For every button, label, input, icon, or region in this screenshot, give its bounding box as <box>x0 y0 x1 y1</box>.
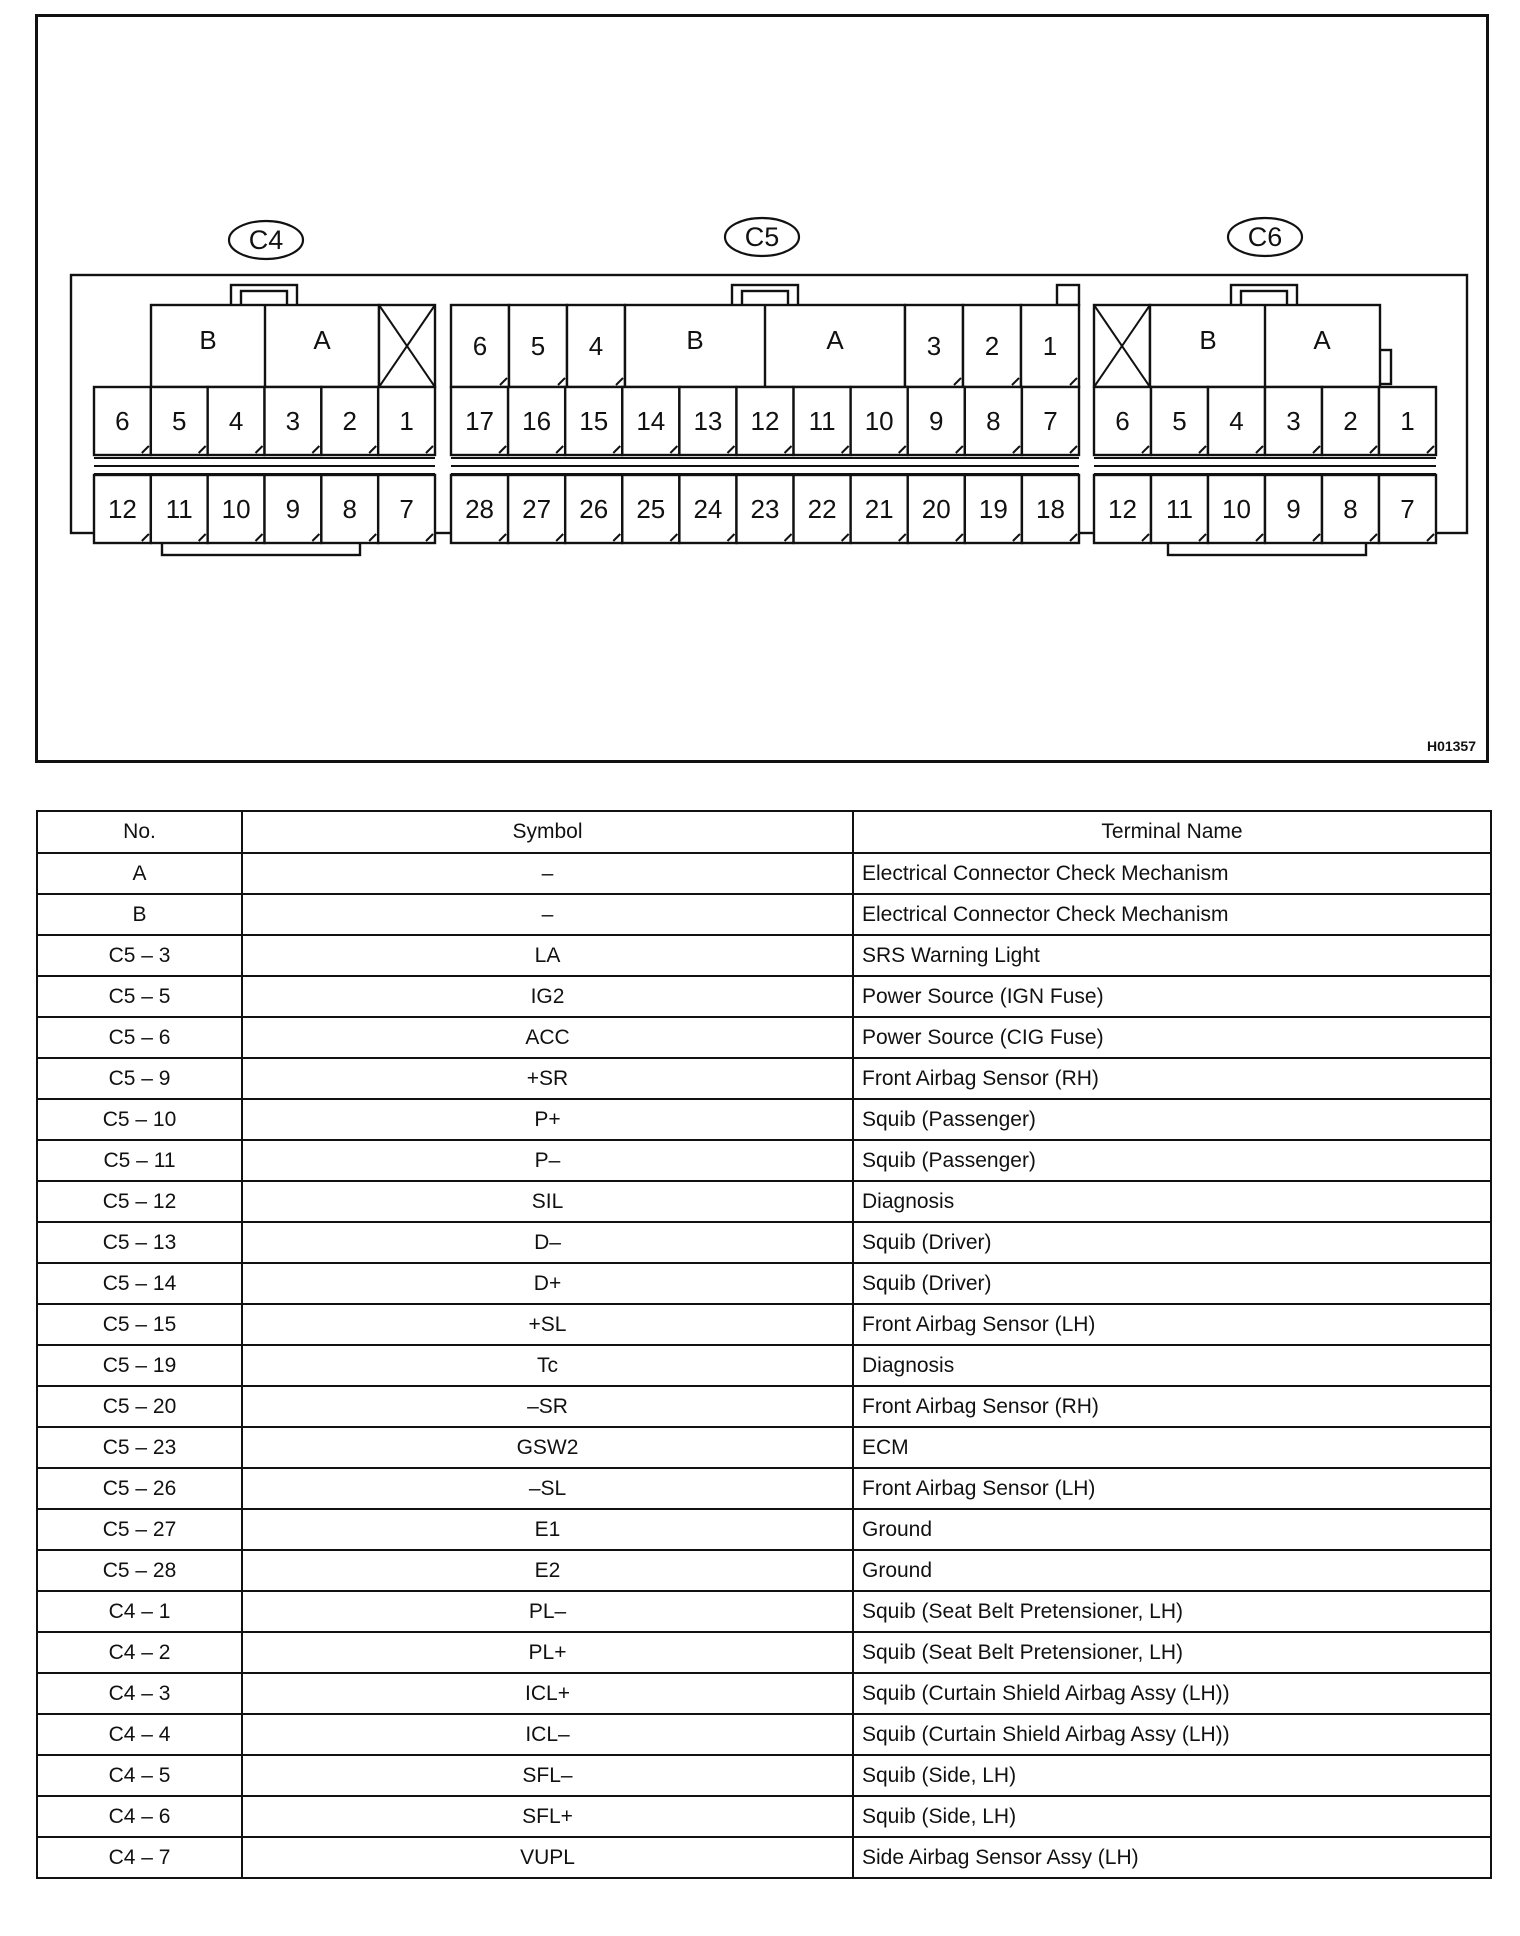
pin-label: 4 <box>1229 406 1244 436</box>
cell-terminal-name: Side Airbag Sensor Assy (LH) <box>853 1837 1491 1878</box>
cell-symbol: PL+ <box>242 1632 853 1673</box>
cell-no: C5 – 3 <box>37 935 242 976</box>
pin-label: 3 <box>285 406 301 436</box>
table-row <box>37 1755 1491 1796</box>
pin-label: 4 <box>588 331 604 361</box>
cell-terminal-name: Squib (Driver) <box>853 1263 1491 1304</box>
pin-label: 9 <box>285 494 301 524</box>
pin-label: 19 <box>978 494 1008 524</box>
pin-label: 5 <box>530 331 546 361</box>
cell-terminal-name: Ground <box>853 1550 1491 1591</box>
table-row <box>37 1837 1491 1878</box>
check-label-b: B <box>686 325 704 355</box>
cell-symbol: Tc <box>242 1345 853 1386</box>
cell-symbol: LA <box>242 935 853 976</box>
table-row <box>37 1632 1491 1673</box>
pin-label: 10 <box>1222 494 1251 524</box>
pin-label: 5 <box>172 406 187 436</box>
pin-label: 2 <box>1343 406 1358 436</box>
cell-terminal-name: Squib (Side, LH) <box>853 1796 1491 1837</box>
pin-label: 12 <box>107 494 137 524</box>
table-row <box>37 1058 1491 1099</box>
pin-label: 11 <box>165 494 193 524</box>
table-row <box>37 853 1491 894</box>
table-row <box>37 1796 1491 1837</box>
cell-terminal-name: Power Source (IGN Fuse) <box>853 976 1491 1017</box>
header-terminal-name: Terminal Name <box>853 811 1491 853</box>
pin-label: 16 <box>522 406 552 436</box>
cell-symbol: VUPL <box>242 1837 853 1878</box>
pin-label: 17 <box>465 406 495 436</box>
cell-no: C5 – 14 <box>37 1263 242 1304</box>
cell-symbol: D+ <box>242 1263 853 1304</box>
table-row <box>37 1345 1491 1386</box>
table-row <box>37 1714 1491 1755</box>
table-row <box>37 1017 1491 1058</box>
pin-label: 5 <box>1172 406 1187 436</box>
table-row <box>37 1509 1491 1550</box>
table-row <box>37 1386 1491 1427</box>
cell-terminal-name: Power Source (CIG Fuse) <box>853 1017 1491 1058</box>
cell-terminal-name: Electrical Connector Check Mechanism <box>853 853 1491 894</box>
cell-symbol: ICL+ <box>242 1673 853 1714</box>
table-row <box>37 935 1491 976</box>
cell-no: C5 – 12 <box>37 1181 242 1222</box>
cell-no: C5 – 28 <box>37 1550 242 1591</box>
cell-symbol: SIL <box>242 1181 853 1222</box>
pin-label: 23 <box>750 494 780 524</box>
cell-symbol: D– <box>242 1222 853 1263</box>
cell-terminal-name: Diagnosis <box>853 1345 1491 1386</box>
pin-label: 1 <box>1042 331 1058 361</box>
pin-label: 12 <box>1108 494 1137 524</box>
pin-label: 7 <box>1400 494 1415 524</box>
cell-no: C5 – 27 <box>37 1509 242 1550</box>
check-label-b: B <box>1199 325 1217 355</box>
cell-no: C5 – 15 <box>37 1304 242 1345</box>
pin-label: 11 <box>1166 494 1193 524</box>
header-symbol: Symbol <box>242 811 853 853</box>
cell-symbol: –SL <box>242 1468 853 1509</box>
pin-label: 15 <box>579 406 609 436</box>
pin-label: 8 <box>1343 494 1358 524</box>
connector-name: C6 <box>1247 222 1283 252</box>
pin-label: 28 <box>465 494 495 524</box>
cell-no: C4 – 6 <box>37 1796 242 1837</box>
cell-terminal-name: SRS Warning Light <box>853 935 1491 976</box>
cell-terminal-name: ECM <box>853 1427 1491 1468</box>
table-header-row <box>37 811 1491 853</box>
cell-symbol: E1 <box>242 1509 853 1550</box>
pin-label: 9 <box>929 406 944 436</box>
table-row <box>37 1099 1491 1140</box>
cell-symbol: –SR <box>242 1386 853 1427</box>
check-label-a: A <box>1313 325 1331 355</box>
cell-terminal-name: Squib (Side, LH) <box>853 1755 1491 1796</box>
cell-no: C4 – 7 <box>37 1837 242 1878</box>
connector-diagram-svg <box>38 17 1486 760</box>
header-no: No. <box>37 811 242 853</box>
pin-label: 3 <box>1286 406 1301 436</box>
pin-label: 8 <box>342 494 357 524</box>
table-row <box>37 1140 1491 1181</box>
check-label-a: A <box>313 325 331 355</box>
cell-terminal-name: Front Airbag Sensor (LH) <box>853 1468 1491 1509</box>
pin-label: 18 <box>1035 494 1065 524</box>
cell-terminal-name: Diagnosis <box>853 1181 1491 1222</box>
cell-no: C5 – 9 <box>37 1058 242 1099</box>
cell-no: C5 – 11 <box>37 1140 242 1181</box>
cell-terminal-name: Squib (Curtain Shield Airbag Assy (LH)) <box>853 1714 1491 1755</box>
cell-symbol: – <box>242 894 853 935</box>
table-row <box>37 976 1491 1017</box>
cell-symbol: ICL– <box>242 1714 853 1755</box>
pin-label: 6 <box>472 331 488 361</box>
pin-label: 2 <box>984 331 1000 361</box>
cell-symbol: ACC <box>242 1017 853 1058</box>
figure-id: H01357 <box>1426 738 1476 754</box>
terminal-table <box>36 810 1492 1879</box>
cell-no: C5 – 26 <box>37 1468 242 1509</box>
pin-label: 14 <box>636 406 666 436</box>
cell-symbol: P+ <box>242 1099 853 1140</box>
cell-no: C5 – 5 <box>37 976 242 1017</box>
pin-label: 3 <box>926 331 942 361</box>
pin-label: 20 <box>921 494 951 524</box>
pin-label: 4 <box>228 406 244 436</box>
cell-terminal-name: Ground <box>853 1509 1491 1550</box>
connector-name: C5 <box>744 222 780 252</box>
cell-no: C5 – 20 <box>37 1386 242 1427</box>
cell-symbol: E2 <box>242 1550 853 1591</box>
pin-label: 9 <box>1286 494 1301 524</box>
table-row <box>37 1591 1491 1632</box>
cell-symbol: +SL <box>242 1304 853 1345</box>
pin-label: 6 <box>115 406 130 436</box>
pin-label: 13 <box>693 406 723 436</box>
cell-symbol: SFL+ <box>242 1796 853 1837</box>
cell-symbol: SFL– <box>242 1755 853 1796</box>
key-tab <box>1057 285 1079 305</box>
cell-terminal-name: Squib (Seat Belt Pretensioner, LH) <box>853 1632 1491 1673</box>
table-row <box>37 1673 1491 1714</box>
cell-terminal-name: Squib (Driver) <box>853 1222 1491 1263</box>
pin-label: 12 <box>750 406 780 436</box>
pin-label: 25 <box>636 494 666 524</box>
cell-symbol: – <box>242 853 853 894</box>
cell-terminal-name: Squib (Curtain Shield Airbag Assy (LH)) <box>853 1673 1491 1714</box>
table-row <box>37 894 1491 935</box>
pin-label: 27 <box>522 494 552 524</box>
cell-no: C5 – 19 <box>37 1345 242 1386</box>
pin-label: 6 <box>1115 406 1130 436</box>
cell-no: C5 – 13 <box>37 1222 242 1263</box>
connector-name: C4 <box>248 225 284 255</box>
cell-symbol: P– <box>242 1140 853 1181</box>
cell-no: C4 – 2 <box>37 1632 242 1673</box>
pin-label: 10 <box>864 406 894 436</box>
pin-label: 1 <box>399 406 414 436</box>
cell-no: C4 – 1 <box>37 1591 242 1632</box>
cell-no: A <box>37 853 242 894</box>
pin-label: 10 <box>221 494 251 524</box>
pin-label: 7 <box>399 494 414 524</box>
cell-no: C4 – 5 <box>37 1755 242 1796</box>
check-label-a: A <box>826 325 844 355</box>
pin-label: 26 <box>579 494 609 524</box>
cell-symbol: GSW2 <box>242 1427 853 1468</box>
cell-no: C5 – 6 <box>37 1017 242 1058</box>
pin-label: 1 <box>1400 406 1415 436</box>
cell-no: C4 – 3 <box>37 1673 242 1714</box>
pin-label: 7 <box>1043 406 1058 436</box>
cell-terminal-name: Front Airbag Sensor (RH) <box>853 1058 1491 1099</box>
pin-label: 22 <box>807 494 837 524</box>
pin-label: 8 <box>986 406 1001 436</box>
cell-terminal-name: Electrical Connector Check Mechanism <box>853 894 1491 935</box>
cell-terminal-name: Squib (Passenger) <box>853 1140 1491 1181</box>
table-row <box>37 1304 1491 1345</box>
cell-symbol: PL– <box>242 1591 853 1632</box>
cell-no: B <box>37 894 242 935</box>
check-label-b: B <box>199 325 217 355</box>
cell-terminal-name: Squib (Seat Belt Pretensioner, LH) <box>853 1591 1491 1632</box>
table-row <box>37 1468 1491 1509</box>
table-row <box>37 1263 1491 1304</box>
pin-label: 24 <box>693 494 723 524</box>
table-row <box>37 1427 1491 1468</box>
connector-diagram <box>35 14 1489 763</box>
pin-label: 11 <box>808 406 836 436</box>
pin-label: 21 <box>864 494 894 524</box>
table-row <box>37 1222 1491 1263</box>
pin-label: 2 <box>342 406 357 436</box>
cell-no: C4 – 4 <box>37 1714 242 1755</box>
cell-symbol: +SR <box>242 1058 853 1099</box>
cell-no: C5 – 10 <box>37 1099 242 1140</box>
cell-terminal-name: Squib (Passenger) <box>853 1099 1491 1140</box>
table-row <box>37 1181 1491 1222</box>
cell-terminal-name: Front Airbag Sensor (RH) <box>853 1386 1491 1427</box>
cell-symbol: IG2 <box>242 976 853 1017</box>
cell-no: C5 – 23 <box>37 1427 242 1468</box>
cell-terminal-name: Front Airbag Sensor (LH) <box>853 1304 1491 1345</box>
table-row <box>37 1550 1491 1591</box>
